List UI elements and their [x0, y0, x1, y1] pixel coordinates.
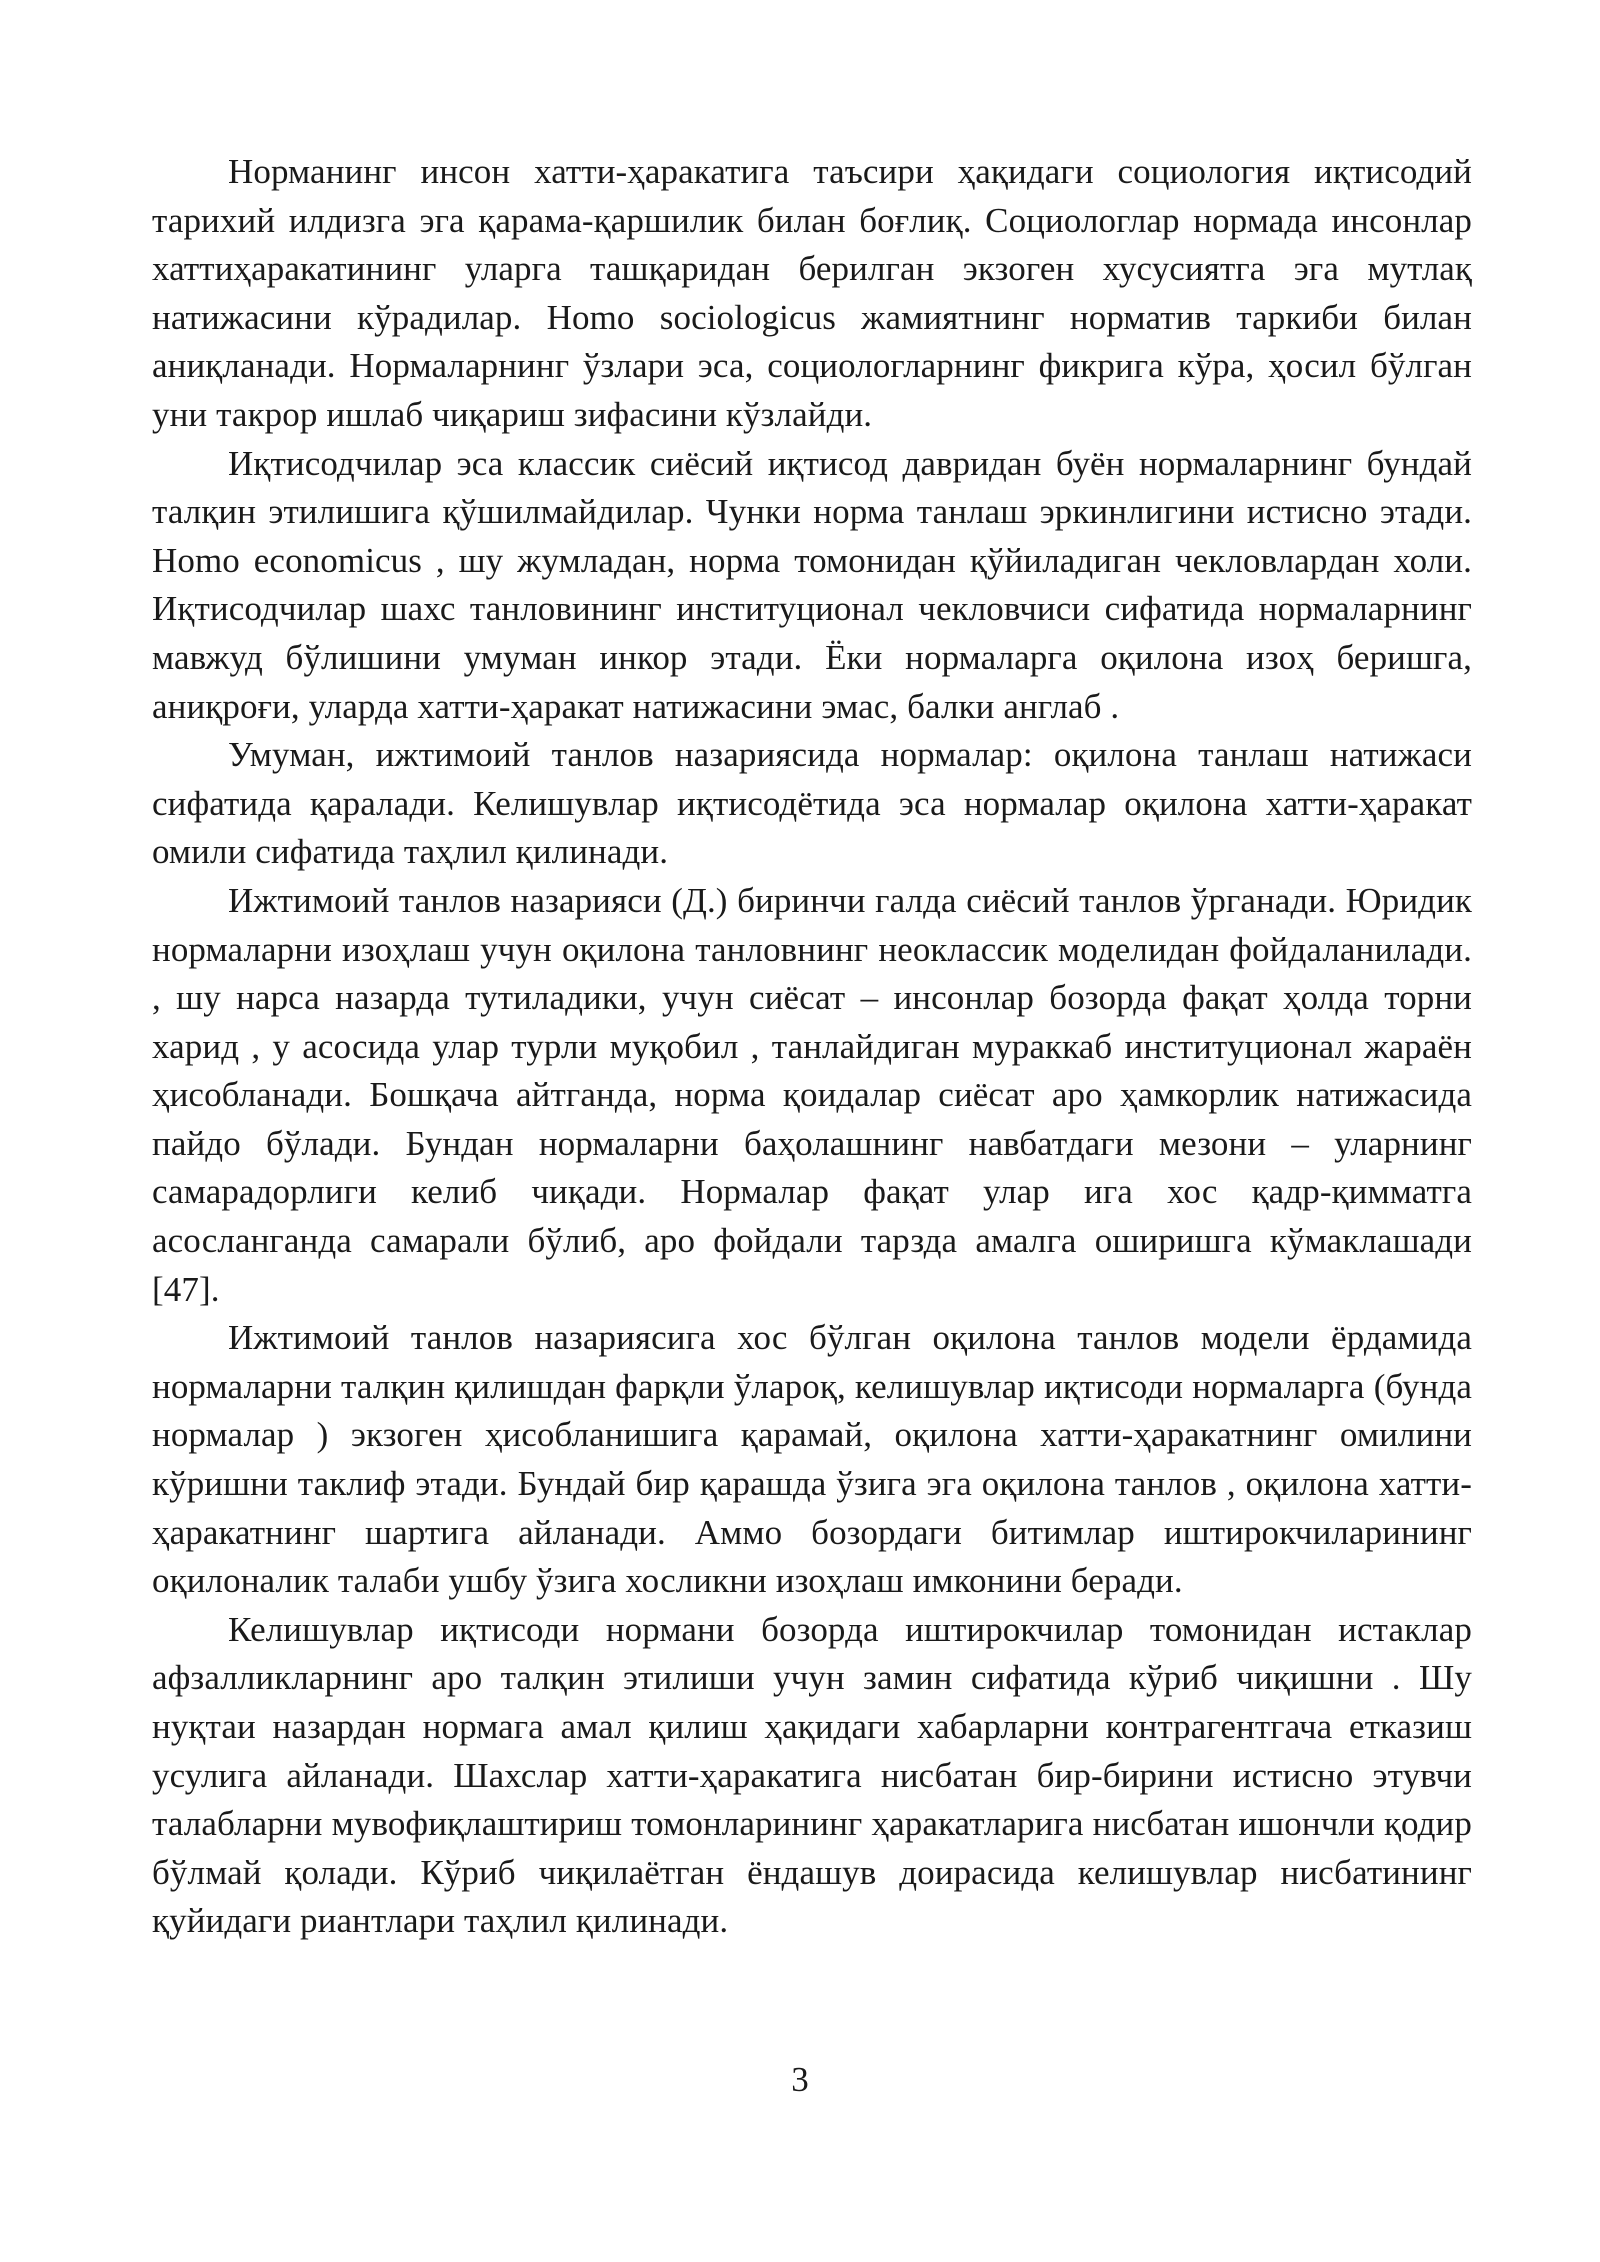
- paragraph-2: Иқтисодчилар эса классик сиёсий иқтисод давридан буён нормаларнинг бундай талқин этилишига қўшилмайдилар. Чунки норма танлаш эркинлигини истисно этади. Homo economicus , шу жумладан, норма томонидан қўйиладиган чекловлардан холи. Иқтисодчилар шахс танловининг институционал чекловчиси сифатида нормаларнинг мавжуд бўлишини умуман инкор этади. Ёки нормаларга оқилона изоҳ беришга, аниқроғи, уларда хатти-ҳаракат натижасини эмас, балки англаб .: [152, 443, 1472, 726]
- paragraph-5: Ижтимоий танлов назариясига хос бўлган оқилона танлов модели ёрдамида нормаларни талқин қилишдан фарқли ўлароқ, келишувлар иқтисоди нормаларга (бунда нормалар ) экзоген ҳисобланишига қарамай, оқилона хатти-ҳаракатнинг омилини кўришни таклиф этади. Бундай бир қарашда ўзига эга оқилона танлов , оқилона хатти-ҳаракатнинг шартига айланади. Аммо бозордаги битимлар иштирокчиларининг оқилоналик талаби ушбу ўзига хосликни изоҳлаш имконини беради.: [152, 1318, 1472, 1601]
- paragraph-4: Ижтимоий танлов назарияси (Д.) биринчи галда сиёсий танлов ўрганади. Юридик нормаларни изоҳлаш учун оқилона танловнинг неоклассик моделидан фойдаланилади. , шу нарса назарда тутиладики, учун сиёсат – инсонлар бозорда фақат ҳолда торни харид , у асосида улар турли муқобил , танлайдиган мураккаб институционал жараён ҳисобланади. Бошқача айтганда, норма қоидалар сиёсат аро ҳамкорлик натижасида пайдо бўлади. Бундан нормаларни баҳолашнинг навбатдаги мезони – уларнинг самарадорлиги келиб чиқади. Нормалар фақат улар ига хос қадр-қимматга асосланганда самарали бўлиб, аро фойдали тарзда амалга оширишга кўмаклашади [47].: [152, 880, 1472, 1309]
- page-body: [152, 148, 1472, 1946]
- page-number: 3: [791, 2060, 809, 2099]
- paragraph-1: Норманинг инсон хатти-ҳаракатига таъсири ҳақидаги социология иқтисодий тарихий илдизга эга қарама-қаршилик билан боғлиқ. Социологлар нормада инсонлар хаттиҳаракатининг уларга ташқаридан берилган экзоген хусусиятга эга мутлақ натижасини кўрадилар. Homo sociologicus жамиятнинг норматив таркиби билан аниқланади. Нормаларнинг ўзлари эса, социологларнинг фикрига кўра, ҳосил бўлган уни такрор ишлаб чиқариш зифасини кўзлайди.: [152, 152, 1472, 434]
- paragraph-6: Келишувлар иқтисоди нормани бозорда иштирокчилар томонидан истаклар афзалликларнинг аро талқин этилиши учун замин сифатида кўриб чиқишни . Шу нуқтаи назардан нормага амал қилиш ҳақидаги хабарларни контрагентгача етказиш усулига айланади. Шахслар хатти-ҳаракатига нисбатан бир-бирини истисно этувчи талабларни мувофиқлаштириш томонларининг ҳаракатларига нисбатан ишончли қодир бўлмай қолади. Кўриб чиқилаётган ёндашув доирасида келишувлар нисбатининг қуйидаги риантлари таҳлил қилинади.: [152, 1609, 1472, 1941]
- paragraph-3: Умуман, ижтимоий танлов назариясида нормалар: оқилона танлаш натижаси сифатида қаралади. Келишувлар иқтисодётида эса нормалар оқилона хатти-ҳаракат омили сифатида таҳлил қилинади.: [152, 735, 1472, 872]
